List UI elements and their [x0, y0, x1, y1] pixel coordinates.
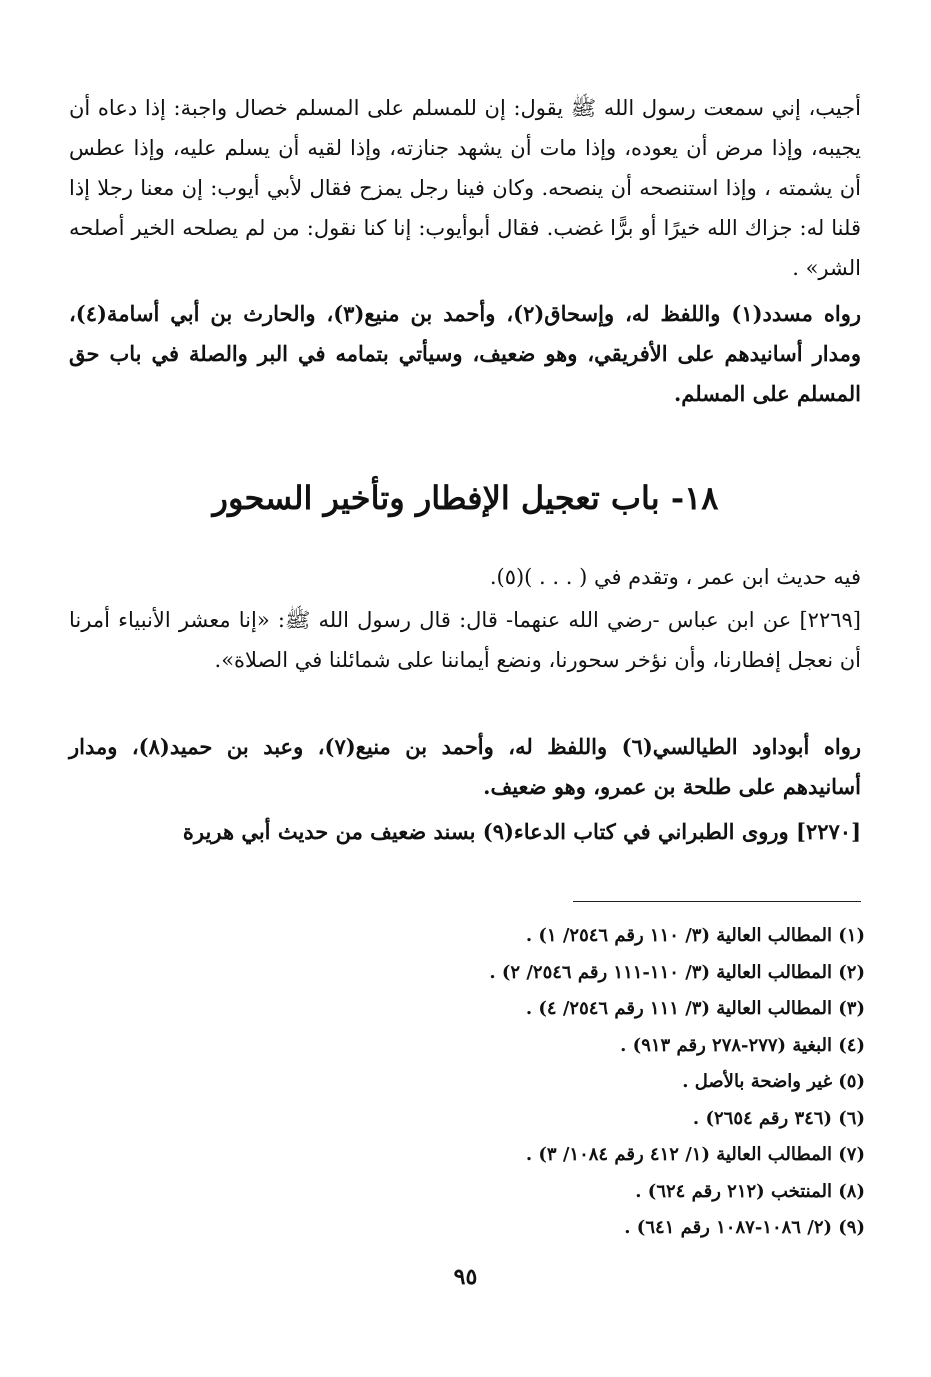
- footnote-item: (٣) المطالب العالية (٣/ ١١١ رقم ٢٥٤٦/ ٤) .: [525, 998, 865, 1019]
- footnote-item: (١) المطالب العالية (٣/ ١١٠ رقم ٢٥٤٦/ ١) .: [525, 925, 865, 946]
- footnote-item: (٤) البغية (٢٧٧-٢٧٨ رقم ٩١٣) .: [620, 1034, 865, 1056]
- footnote-divider: [573, 901, 861, 902]
- hadith-2270-paragraph: [٢٢٧٠] وروى الطبراني في كتاب الدعاء(٩) بسند ضعيف من حديث أبي هريرة: [182, 819, 861, 844]
- footnote-item: (٢) المطالب العالية (٣/ ١١٠-١١١ رقم ٢٥٤٦/ ٢) .: [489, 961, 865, 983]
- footnotes-list: [69, 918, 865, 1247]
- footnote-item: (٦) (٣٤٦ رقم ٢٦٥٤) .: [692, 1107, 865, 1129]
- narration-sources-paragraph-1: رواه مسدد(١) واللفظ له، وإسحاق(٢)، وأحمد بن منيع(٣)، والحارث بن أبي أسامة(٤)، ومدار أسانيدهم على الأفريقي، وهو ضعيف، وسيأتي بتمامه في البر والصلة في باب حق المسلم على المسلم.: [69, 301, 861, 406]
- page-number: ٩٥: [453, 1264, 478, 1290]
- footnote-item: (٥) غير واضحة بالأصل .: [682, 1071, 865, 1092]
- cross-reference-paragraph: فيه حديث ابن عمر ، وتقدم في ( . . . )(٥).: [489, 565, 861, 589]
- footnote-item: (٧) المطالب العالية (١/ ٤١٢ رقم ١٠٨٤/ ٣) .: [525, 1144, 865, 1165]
- narration-sources-paragraph-2: رواه أبوداود الطيالسي(٦) واللفظ له، وأحمد بن منيع(٧)، وعبد بن حميد(٨)، ومدار أسانيدهم على طلحة بن عمرو، وهو ضعيف.: [69, 734, 862, 799]
- chapter-title: ١٨- باب تعجيل الإفطار وتأخير السحور: [212, 479, 719, 517]
- footnote-item: (٨) المنتخب (٢١٢ رقم ٦٢٤) .: [635, 1180, 865, 1202]
- hadith-continuation-paragraph: أجيب، إني سمعت رسول الله ﷺ يقول: إن للمسلم على المسلم خصال واجبة: إذا دعاه أن يجيبه، وإذا مرض أن يعوده، وإذا مات أن يشهد جنازته، وإذا لقيه أن يسلم عليه، وإذا عطس أن يشمته ، وإذا استنصحه أن ينصحه. وكان فينا رجل يمزح فقال لأبي أيوب: إن معنا رجلا إذا قلنا له: جزاك الله خيرًا أو برًّا غضب. فقال أبوأيوب: إنا كنا نقول: من لم يصلحه الخير أصلحه الشر» .: [69, 96, 861, 280]
- hadith-2269-paragraph: [٢٢٦٩] عن ابن عباس -رضي الله عنهما- قال: قال رسول الله ﷺ: «إنا معشر الأنبياء أمرنا أن نعجل إفطارنا، وأن نؤخر سحورنا، ونضع أيماننا على شمائلنا في الصلاة».: [69, 608, 861, 672]
- footnote-item: (٩) (٢/ ١٠٨٦-١٠٨٧ رقم ٦٤١) .: [624, 1217, 865, 1238]
